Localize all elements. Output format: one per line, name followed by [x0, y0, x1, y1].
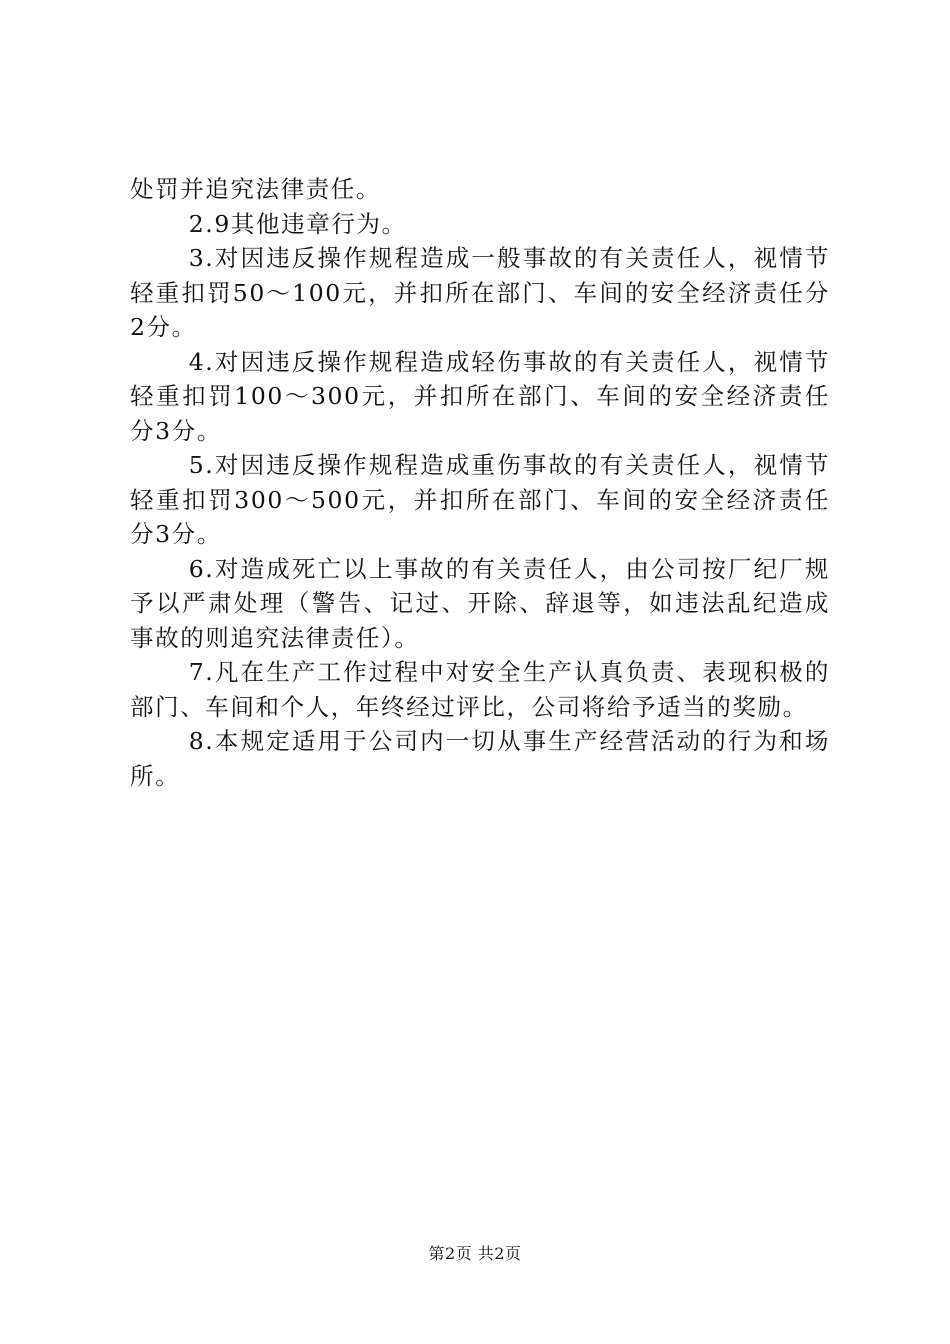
- paragraph-continuation: 处罚并追究法律责任。: [130, 175, 381, 203]
- paragraph-item-5: 5.对因违反操作规程造成重伤事故的有关责任人，视情节轻重扣罚300～500元，并扣所在部门、车间的安全经济责任分3分。: [130, 451, 830, 548]
- paragraph-item-7: 7.凡在生产工作过程中对安全生产认真负责、表现积极的部门、车间和个人，年终经过评比，公司将给予适当的奖励。: [130, 658, 830, 721]
- paragraph-item-2-9: 2.9其他违章行为。: [188, 209, 407, 238]
- paragraph-item-3: 3.对因违反操作规程造成一般事故的有关责任人，视情节轻重扣罚50～100元，并扣所在部门、车间的安全经济责任分2分。: [130, 244, 830, 341]
- page-number-footer: 第2页 共2页: [428, 1244, 522, 1263]
- paragraph-item-6: 6.对造成死亡以上事故的有关责任人，由公司按厂纪厂规予以严肃处理（警告、记过、开除、辞退等，如违法乱纪造成事故的则追究法律责任）。: [130, 554, 830, 652]
- document-body: [130, 172, 830, 793]
- paragraph-item-8: 8.本规定适用于公司内一切从事生产经营活动的行为和场所。: [130, 727, 830, 790]
- paragraph-item-4: 4.对因违反操作规程造成轻伤事故的有关责任人，视情节轻重扣罚100～300元，并扣所在部门、车间的安全经济责任分3分。: [130, 347, 830, 445]
